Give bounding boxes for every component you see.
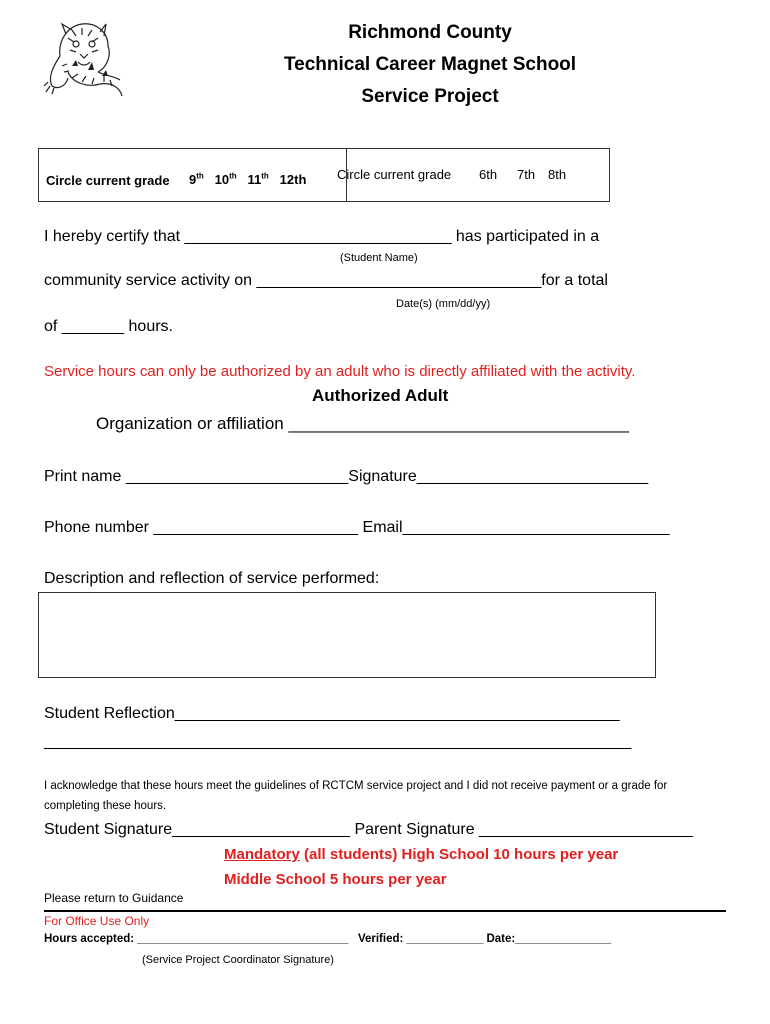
office-use-heading: For Office Use Only	[44, 914, 150, 928]
grade-7-option[interactable]: 7th	[517, 167, 536, 182]
student-reflection-line-2[interactable]: __________________________________________________________________	[44, 733, 632, 750]
verified-label: Verified:	[357, 933, 404, 945]
grade-selection-box	[38, 148, 610, 202]
middle-school-grade-label: Circle current grade	[337, 167, 452, 182]
high-school-grade-options[interactable]	[189, 172, 306, 187]
student-parent-signature-fields[interactable]: Student Signature____________________ Parent Signature ________________________	[44, 821, 693, 838]
description-label: Description and reflection of service performed:	[44, 570, 380, 587]
office-use-divider	[44, 910, 726, 912]
high-school-hours-text: (all students) High School 10 hours per year	[299, 846, 619, 863]
hours-accepted-line[interactable]: _________________________________	[134, 933, 352, 945]
school-county-title: Richmond County	[348, 22, 512, 43]
dates-caption: Date(s) (mm/dd/yy)	[396, 298, 491, 310]
grade-11-option[interactable]: 11th	[247, 171, 269, 187]
certify-line-2[interactable]: community service activity on ________________________________for a total	[44, 272, 608, 289]
verified-line[interactable]: ____________	[403, 933, 487, 945]
grade-8-option[interactable]: 8th	[548, 167, 567, 182]
student-name-caption: (Student Name)	[340, 252, 418, 264]
coordinator-signature-caption: (Service Project Coordinator Signature)	[142, 954, 334, 966]
authorized-adult-heading: Authorized Adult	[312, 386, 449, 405]
office-use-fields[interactable]	[44, 933, 611, 945]
certify-line-3[interactable]: of _______ hours.	[44, 318, 173, 335]
grade-6-option[interactable]: 6th	[479, 167, 498, 182]
tiger-logo-icon	[42, 16, 126, 100]
return-to-guidance-note: Please return to Guidance	[44, 891, 184, 905]
mandatory-hours-line-2: Middle School 5 hours per year	[224, 871, 447, 888]
grade-12-option[interactable]: 12th	[279, 172, 307, 187]
authorization-notice: Service hours can only be authorized by an adult who is directly affiliated with the activity.	[44, 363, 636, 380]
phone-email-field[interactable]: Phone number _______________________ Email______________________________	[44, 519, 670, 536]
certify-line-1[interactable]: I hereby certify that ______________________________ has participated in a	[44, 228, 600, 245]
description-textarea[interactable]	[38, 592, 656, 678]
print-name-signature-field[interactable]: Print name _________________________Signature__________________________	[44, 468, 649, 485]
acknowledge-line-1: I acknowledge that these hours meet the guidelines of RCTCM service project and I did not receive payment or a grade for	[44, 780, 668, 792]
organization-field[interactable]: Organization or affiliation ____________________________________	[96, 414, 629, 433]
acknowledge-line-2: completing these hours.	[44, 800, 167, 812]
student-reflection-field[interactable]: Student Reflection__________________________________________________	[44, 705, 620, 722]
date-line[interactable]: _______________	[515, 933, 612, 945]
grade-10-option[interactable]: 10th	[214, 171, 237, 187]
grade-9-option[interactable]: 9th	[189, 171, 204, 187]
mandatory-hours-line-1	[224, 846, 618, 863]
hours-accepted-label: Hours accepted:	[44, 933, 135, 945]
date-label: Date:	[486, 933, 516, 945]
high-school-grade-label: Circle current grade	[46, 173, 170, 188]
form-title: Service Project	[361, 86, 499, 107]
school-name-title: Technical Career Magnet School	[283, 54, 577, 75]
mandatory-word: Mandatory	[224, 846, 300, 863]
